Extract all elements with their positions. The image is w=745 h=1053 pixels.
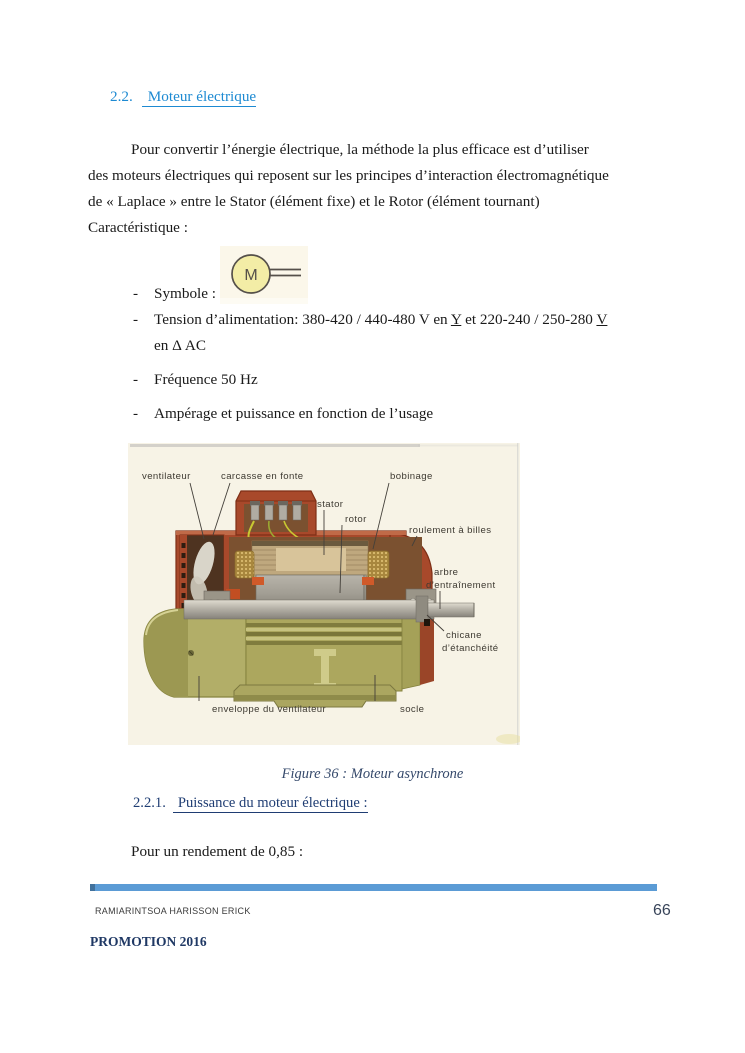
footer-author: RAMIARINTSOA HARISSON ERICK [95,906,251,916]
fan-cover-shape [144,609,246,697]
diagram-label-roulement: roulement à billes [409,525,492,536]
list-item-frequence [133,371,258,389]
diagram-label-socle: socle [400,704,425,715]
list-item-tension [133,311,607,329]
stator-shape [252,541,368,577]
tension-underlined-y: Y [450,311,462,328]
paragraph-line: Pour convertir l’énergie électrique, la méthode la plus efficace est d’utiliser [131,141,589,158]
motor-diagram-figure [128,443,520,750]
footer-promotion: PROMOTION 2016 [90,934,207,949]
paragraph-line: des moteurs électriques qui reposent sur les principes d’interaction électromagnétique [88,167,609,184]
motor-symbol-letter: M [244,267,258,284]
diagram-label-enveloppe: enveloppe du ventilateur [212,704,327,715]
tension-underlined-v: V [596,311,608,328]
page-number: 66 [653,902,671,919]
section-title: Moteur électrique [142,88,256,107]
coil-end-left [235,551,254,578]
bullet-dash: - [133,311,139,328]
tension-underlined-delta: Δ [172,337,182,354]
tension-text: en [154,337,173,354]
diagram-label-ventilateur: ventilateur [142,471,191,482]
tension-text: AC [181,337,206,354]
section-number: 2.2. [110,88,133,105]
diagram-label-stator: stator [317,499,344,510]
footer-bar-cap [90,884,95,891]
subsection-heading [133,795,368,812]
motor-symbol-icon [220,246,308,304]
bullet-dash: - [133,371,139,388]
subsection-title: Puissance du moteur électrique : [173,795,368,813]
motor-symbol-image [220,246,308,309]
footer-divider-bar [90,884,657,891]
tension-text: et 220-240 / 250-280 [461,311,597,328]
diagram-label-arbre-1: arbre [434,567,459,578]
section-heading [110,88,256,106]
motor-cutaway-illustration [128,443,520,745]
list-item-label: Fréquence 50 Hz [154,371,258,388]
list-item-symbole [133,285,216,303]
list-item-amperage [133,405,433,423]
paragraph-line: Caractéristique : [88,219,188,236]
figure-caption: Figure 36 : Moteur asynchrone [281,766,464,782]
tension-text: Tension d’alimentation: 380-420 / 440-480 V en [154,311,451,328]
list-item-label: Symbole : [154,285,217,302]
diagram-label-bobinage: bobinage [390,471,433,482]
subsection-number: 2.2.1. [133,795,166,811]
bullet-dash: - [133,285,139,302]
rendement-text: Pour un rendement de 0,85 : [131,843,304,860]
list-item-tension-line2 [154,337,206,355]
diagram-label-chicane-1: chicane [446,630,482,641]
coil-end-right [368,551,389,578]
list-item-label: Ampérage et puissance en fonction de l’usage [154,405,434,422]
diagram-label-chicane-2: d’étanchéité [442,643,499,654]
finned-body-shape [246,607,434,691]
intro-paragraph [88,137,609,241]
diagram-label-carcasse: carcasse en fonte [221,471,304,482]
paragraph-line: de « Laplace » entre le Stator (élément fixe) et le Rotor (élément tournant) [88,193,540,210]
bullet-dash: - [133,405,139,422]
diagram-label-arbre-2: d’entraînement [426,580,496,591]
diagram-label-rotor: rotor [345,514,367,525]
